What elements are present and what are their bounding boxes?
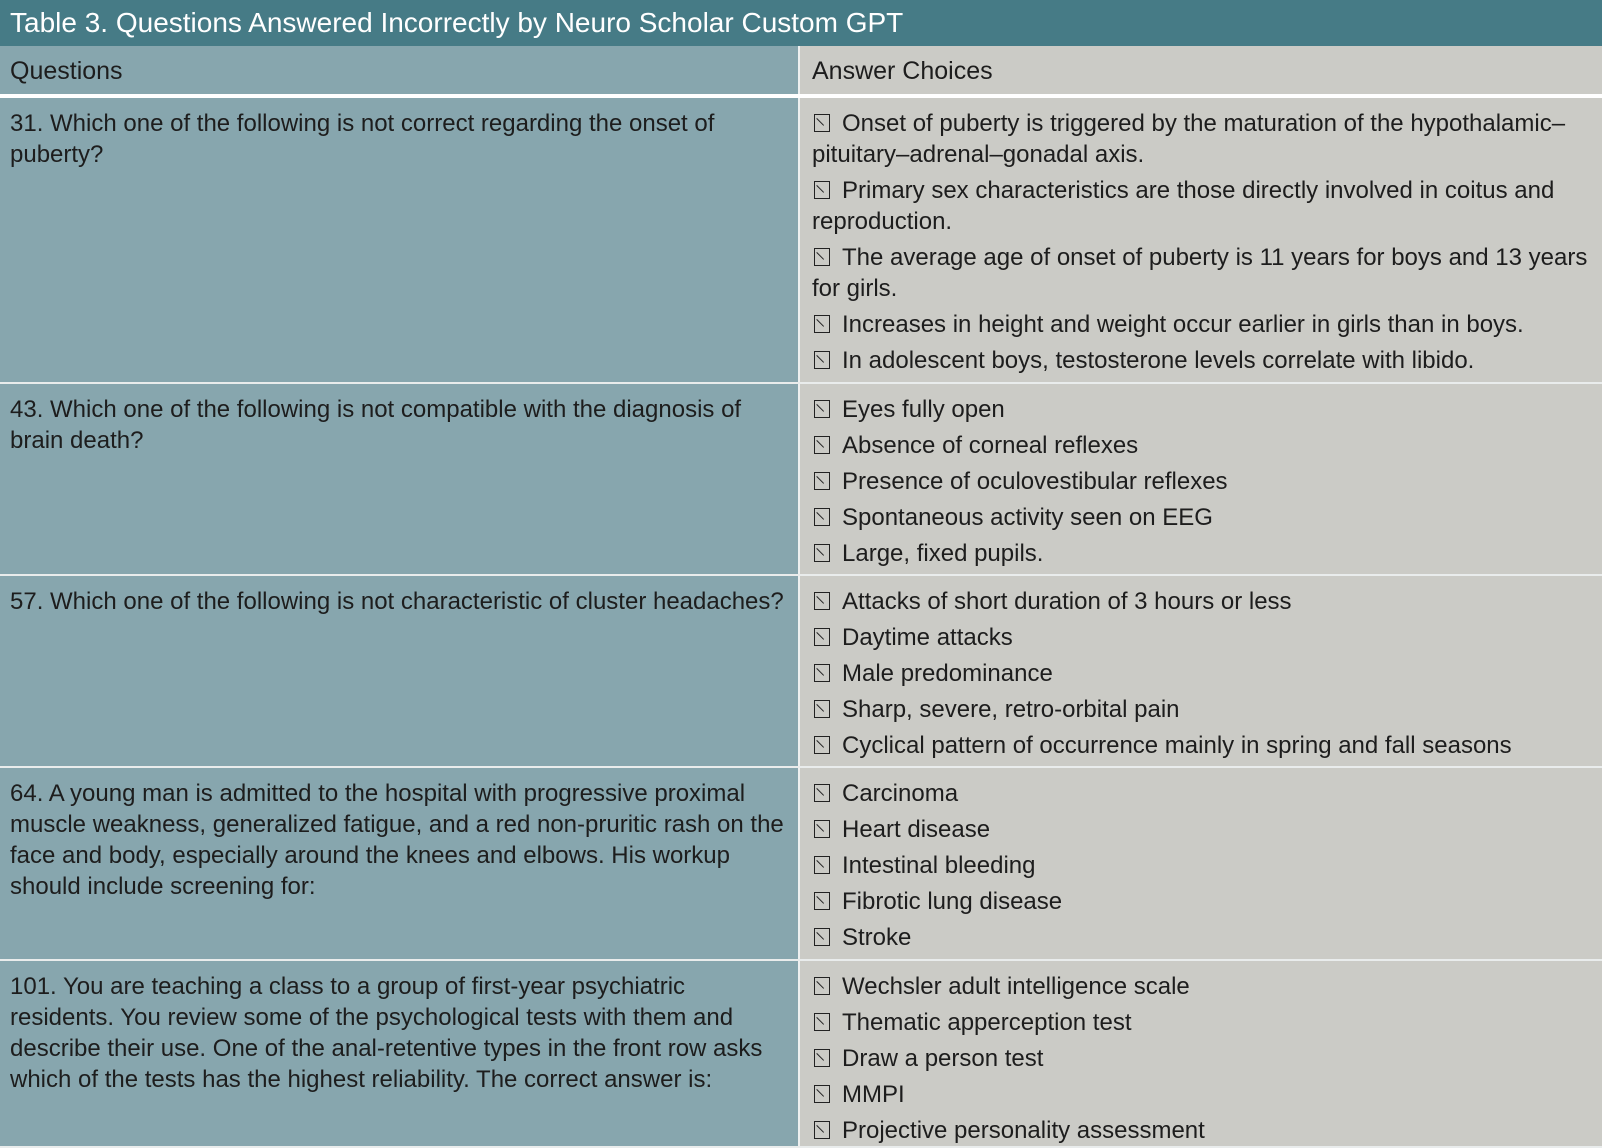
answer-choices: [800, 576, 1602, 766]
checkbox-icon: [814, 351, 830, 369]
answer-choice: In adolescent boys, testosterone levels correlate with libido.: [812, 345, 1588, 376]
checkbox-icon: [814, 856, 830, 874]
question-text: 101. You are teaching a class to a group of first-year psychiatric residents. You review some of the psychological tests with them and describe their use. One of the anal-retentive types in the front row asks which of the tests has the highest reliability. The correct answer is:: [0, 961, 800, 1146]
answer-choices: [800, 768, 1602, 959]
answer-choice: Increases in height and weight occur earlier in girls than in boys.: [812, 309, 1588, 340]
checkbox-icon: [814, 436, 830, 454]
answer-choice: Absence of corneal reflexes: [812, 430, 1588, 461]
checkbox-icon: [814, 1085, 830, 1103]
answer-choices: [800, 384, 1602, 574]
checkbox-icon: [814, 892, 830, 910]
answer-choice: Primary sex characteristics are those directly involved in coitus and reproduction.: [812, 177, 1555, 235]
answer-choice: The average age of onset of puberty is 11 years for boys and 13 years for girls.: [812, 244, 1588, 302]
table-row: [0, 98, 1602, 384]
answer-choice: Heart disease: [812, 814, 1588, 845]
checkbox-icon: [814, 700, 830, 718]
answer-choice: Wechsler adult intelligence scale: [812, 971, 1588, 1002]
checkbox-icon: [814, 736, 830, 754]
checkbox-icon: [814, 544, 830, 562]
checkbox-icon: [814, 1049, 830, 1067]
question-text: 43. Which one of the following is not compatible with the diagnosis of brain death?: [0, 384, 800, 574]
checkbox-icon: [814, 592, 830, 610]
checkbox-icon: [814, 181, 830, 199]
answer-choice: Stroke: [812, 922, 1588, 953]
answer-choice: MMPI: [812, 1079, 1588, 1110]
checkbox-icon: [814, 248, 830, 266]
checkbox-icon: [814, 472, 830, 490]
table-row: [0, 768, 1602, 961]
answer-choice: Sharp, severe, retro-orbital pain: [812, 694, 1588, 725]
answer-choice: Attacks of short duration of 3 hours or less: [812, 586, 1588, 617]
question-text: 64. A young man is admitted to the hospital with progressive proximal muscle weakness, generalized fatigue, and a red non-pruritic rash on the face and body, especially around the knees and elbows. His workup should include screening for:: [0, 768, 800, 959]
checkbox-icon: [814, 820, 830, 838]
checkbox-icon: [814, 315, 830, 333]
table-header-row: [0, 46, 1602, 98]
table-row: [0, 384, 1602, 576]
question-text: 57. Which one of the following is not characteristic of cluster headaches?: [0, 576, 800, 766]
checkbox-icon: [814, 508, 830, 526]
answer-choice: Fibrotic lung disease: [812, 886, 1588, 917]
checkbox-icon: [814, 977, 830, 995]
answer-choice: Intestinal bleeding: [812, 850, 1588, 881]
checkbox-icon: [814, 1121, 830, 1139]
question-text: 31. Which one of the following is not correct regarding the onset of puberty?: [0, 98, 800, 382]
answer-choices: [800, 98, 1602, 382]
answer-choice: Thematic apperception test: [812, 1007, 1588, 1038]
checkbox-icon: [814, 784, 830, 802]
answer-choice: Male predominance: [812, 658, 1588, 689]
answer-choice: Presence of oculovestibular reflexes: [812, 466, 1588, 497]
answer-choice: Daytime attacks: [812, 622, 1588, 653]
checkbox-icon: [814, 1013, 830, 1031]
table-row: [0, 961, 1602, 1148]
answer-choice: Onset of puberty is triggered by the maturation of the hypothalamic–pituitary–adrenal–gonadal axis.: [812, 110, 1566, 168]
answer-choices-header: Answer Choices: [800, 46, 1602, 94]
checkbox-icon: [814, 928, 830, 946]
answer-choice: Large, fixed pupils.: [812, 538, 1588, 569]
questions-table: [0, 46, 1602, 1148]
answer-choice: Draw a person test: [812, 1043, 1588, 1074]
answer-choice: Spontaneous activity seen on EEG: [812, 502, 1588, 533]
checkbox-icon: [814, 400, 830, 418]
table-title: Table 3. Questions Answered Incorrectly by Neuro Scholar Custom GPT: [0, 0, 1602, 46]
answer-choice: Eyes fully open: [812, 394, 1588, 425]
checkbox-icon: [814, 114, 830, 132]
table-row: [0, 576, 1602, 768]
checkbox-icon: [814, 628, 830, 646]
checkbox-icon: [814, 664, 830, 682]
answer-choice: Cyclical pattern of occurrence mainly in spring and fall seasons: [812, 730, 1588, 761]
answer-choice: Projective personality assessment: [812, 1115, 1588, 1146]
answer-choice: Carcinoma: [812, 778, 1588, 809]
questions-header: Questions: [0, 46, 800, 94]
answer-choices: [800, 961, 1602, 1146]
